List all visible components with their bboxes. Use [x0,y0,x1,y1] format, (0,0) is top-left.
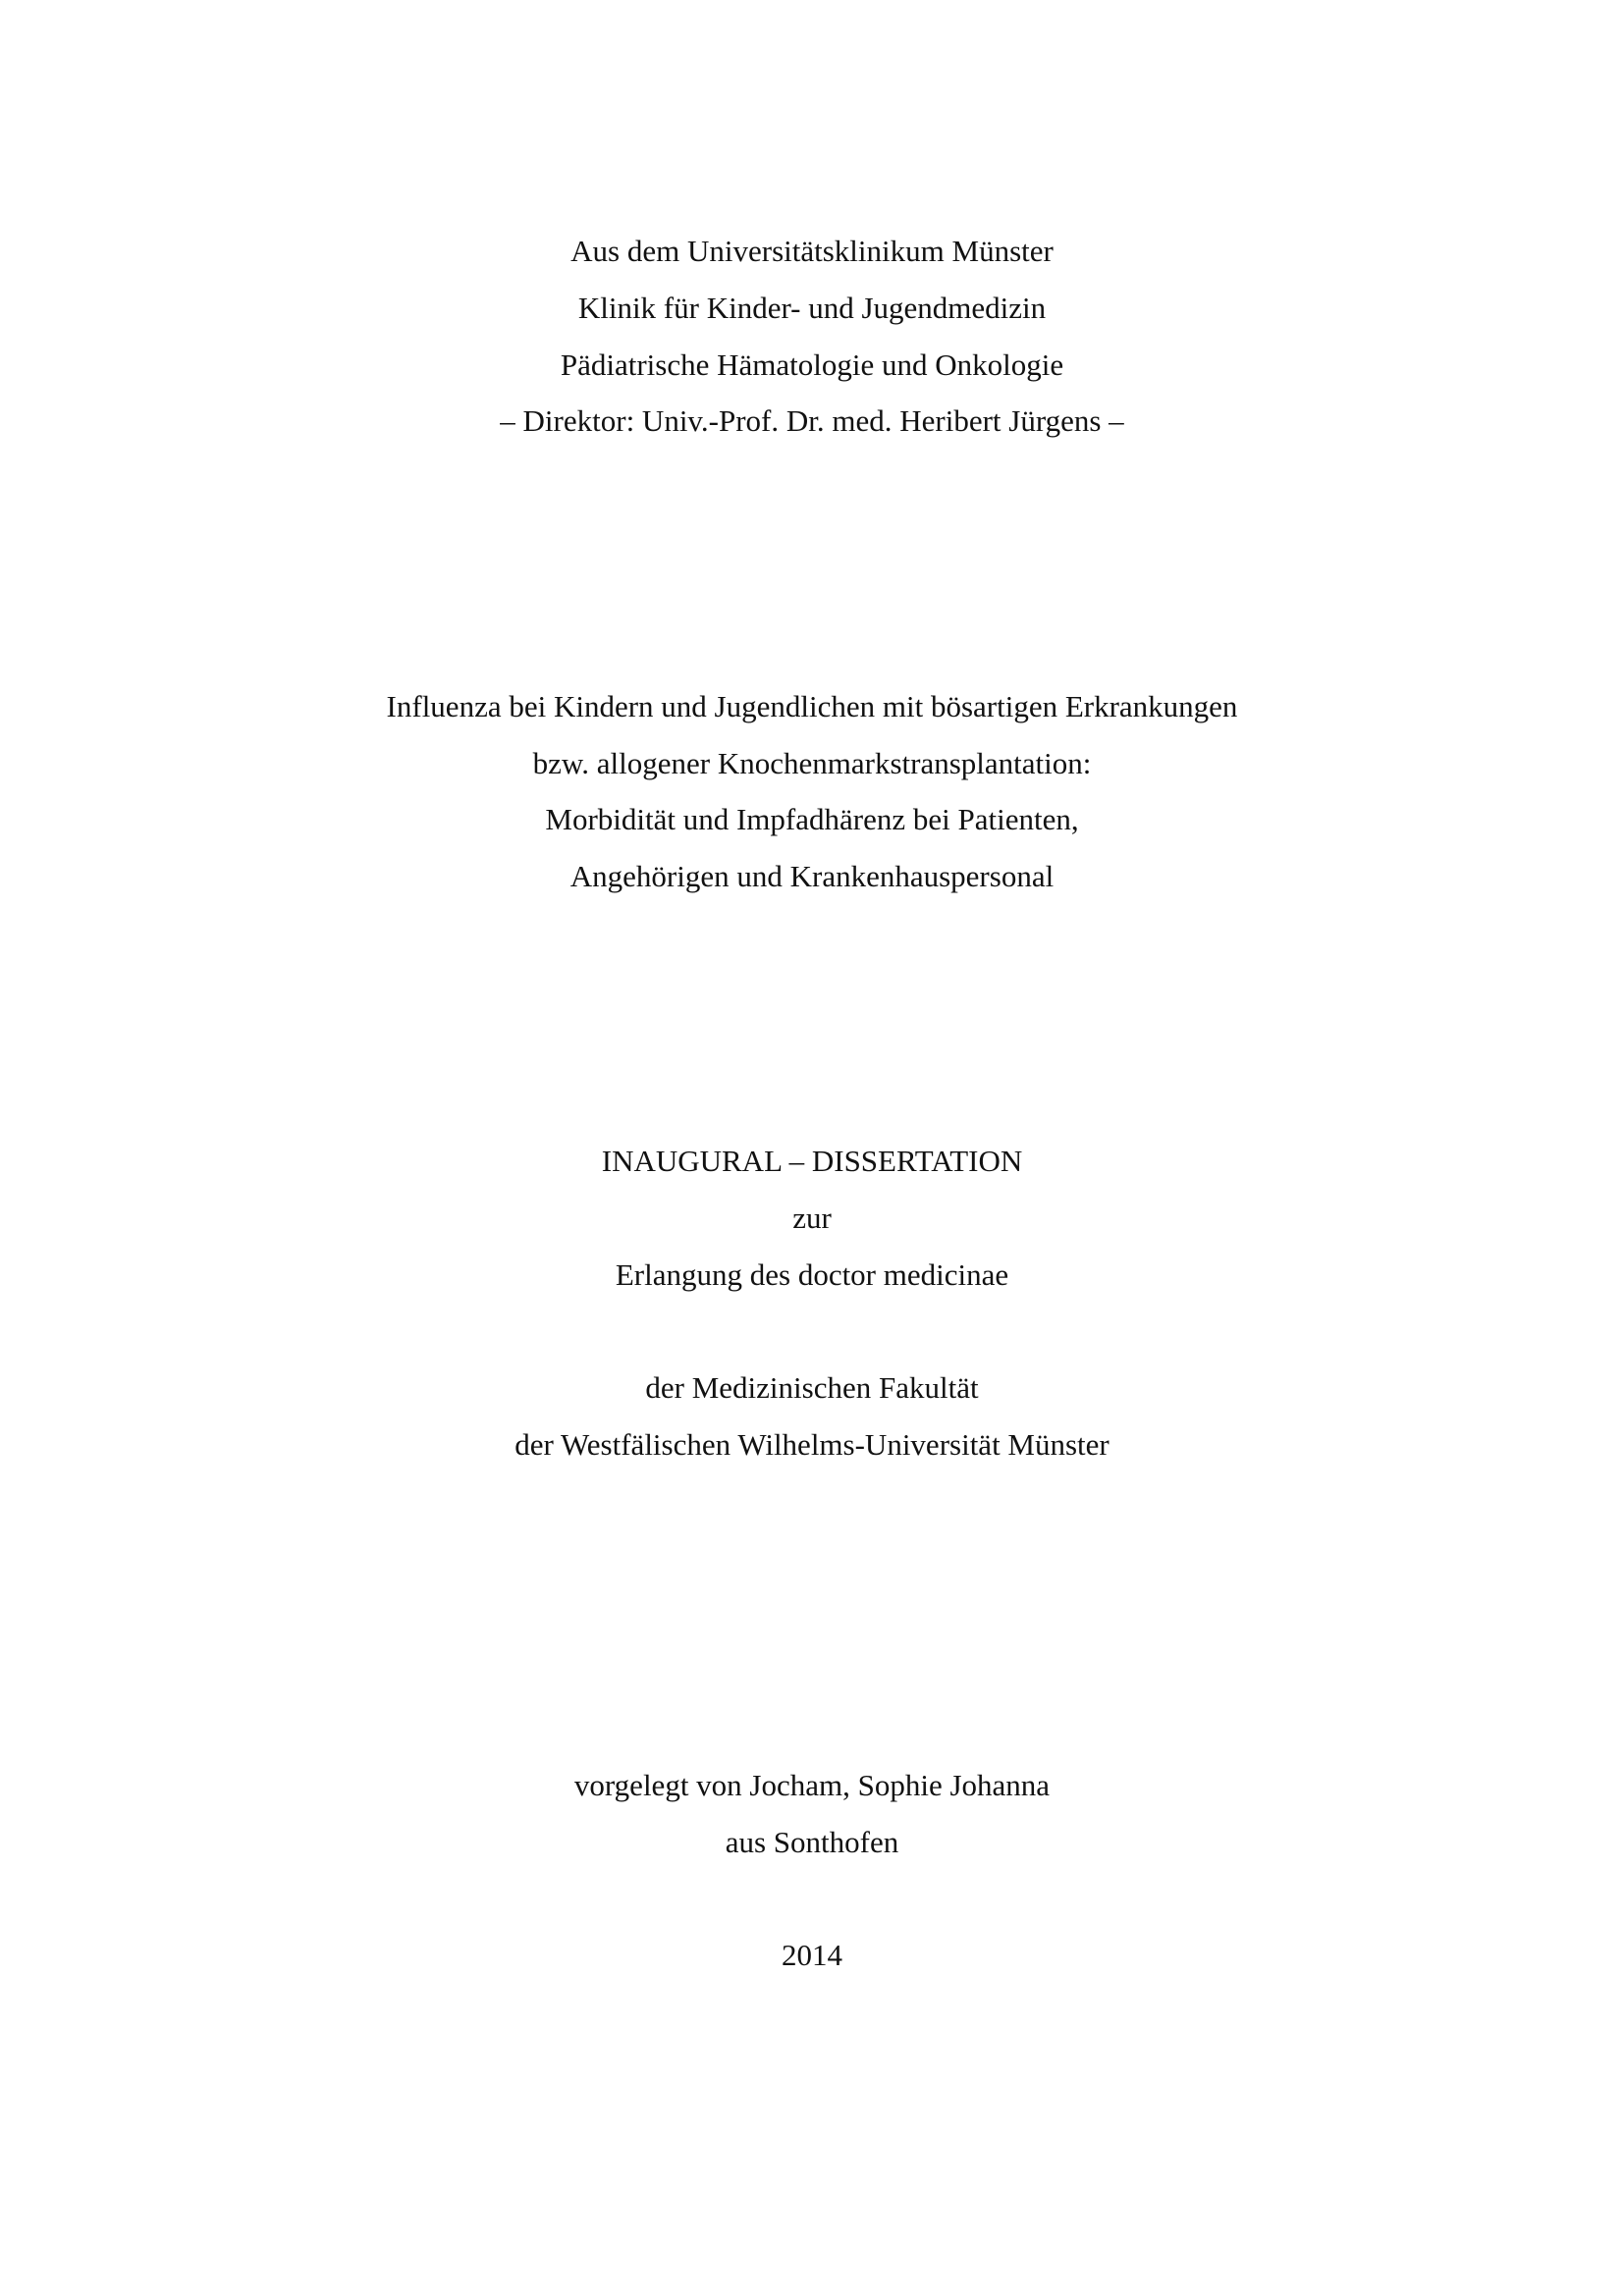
institution-line-director: – Direktor: Univ.-Prof. Dr. med. Heribert Jürgens – [500,403,1124,438]
dissertation-zur: zur [792,1201,832,1235]
thesis-title-line: Morbidität und Impfadhärenz bei Patienten, [545,802,1079,836]
institution-line-department: Pädiatrische Hämatologie und Onkologie [560,347,1064,382]
dissertation-heading: INAUGURAL – DISSERTATION [601,1144,1023,1178]
university-line: der Westfälischen Wilhelms-Universität Münster [514,1427,1110,1462]
institution-line-university-hospital: Aus dem Universitätsklinikum Münster [570,234,1054,268]
faculty-line: der Medizinischen Fakultät [645,1370,979,1405]
institution-line-clinic: Klinik für Kinder- und Jugendmedizin [577,291,1047,325]
dissertation-degree: Erlangung des doctor medicinae [615,1257,1009,1292]
author-name: vorgelegt von Jocham, Sophie Johanna [573,1768,1051,1802]
publication-year: 2014 [782,1938,842,1972]
thesis-title-line: bzw. allogener Knochenmarkstransplantation: [532,746,1092,780]
thesis-title-line: Influenza bei Kindern und Jugendlichen mit bösartigen Erkrankungen [386,689,1238,723]
thesis-title-line: Angehörigen und Krankenhauspersonal [569,859,1055,893]
author-origin: aus Sonthofen [725,1825,899,1859]
